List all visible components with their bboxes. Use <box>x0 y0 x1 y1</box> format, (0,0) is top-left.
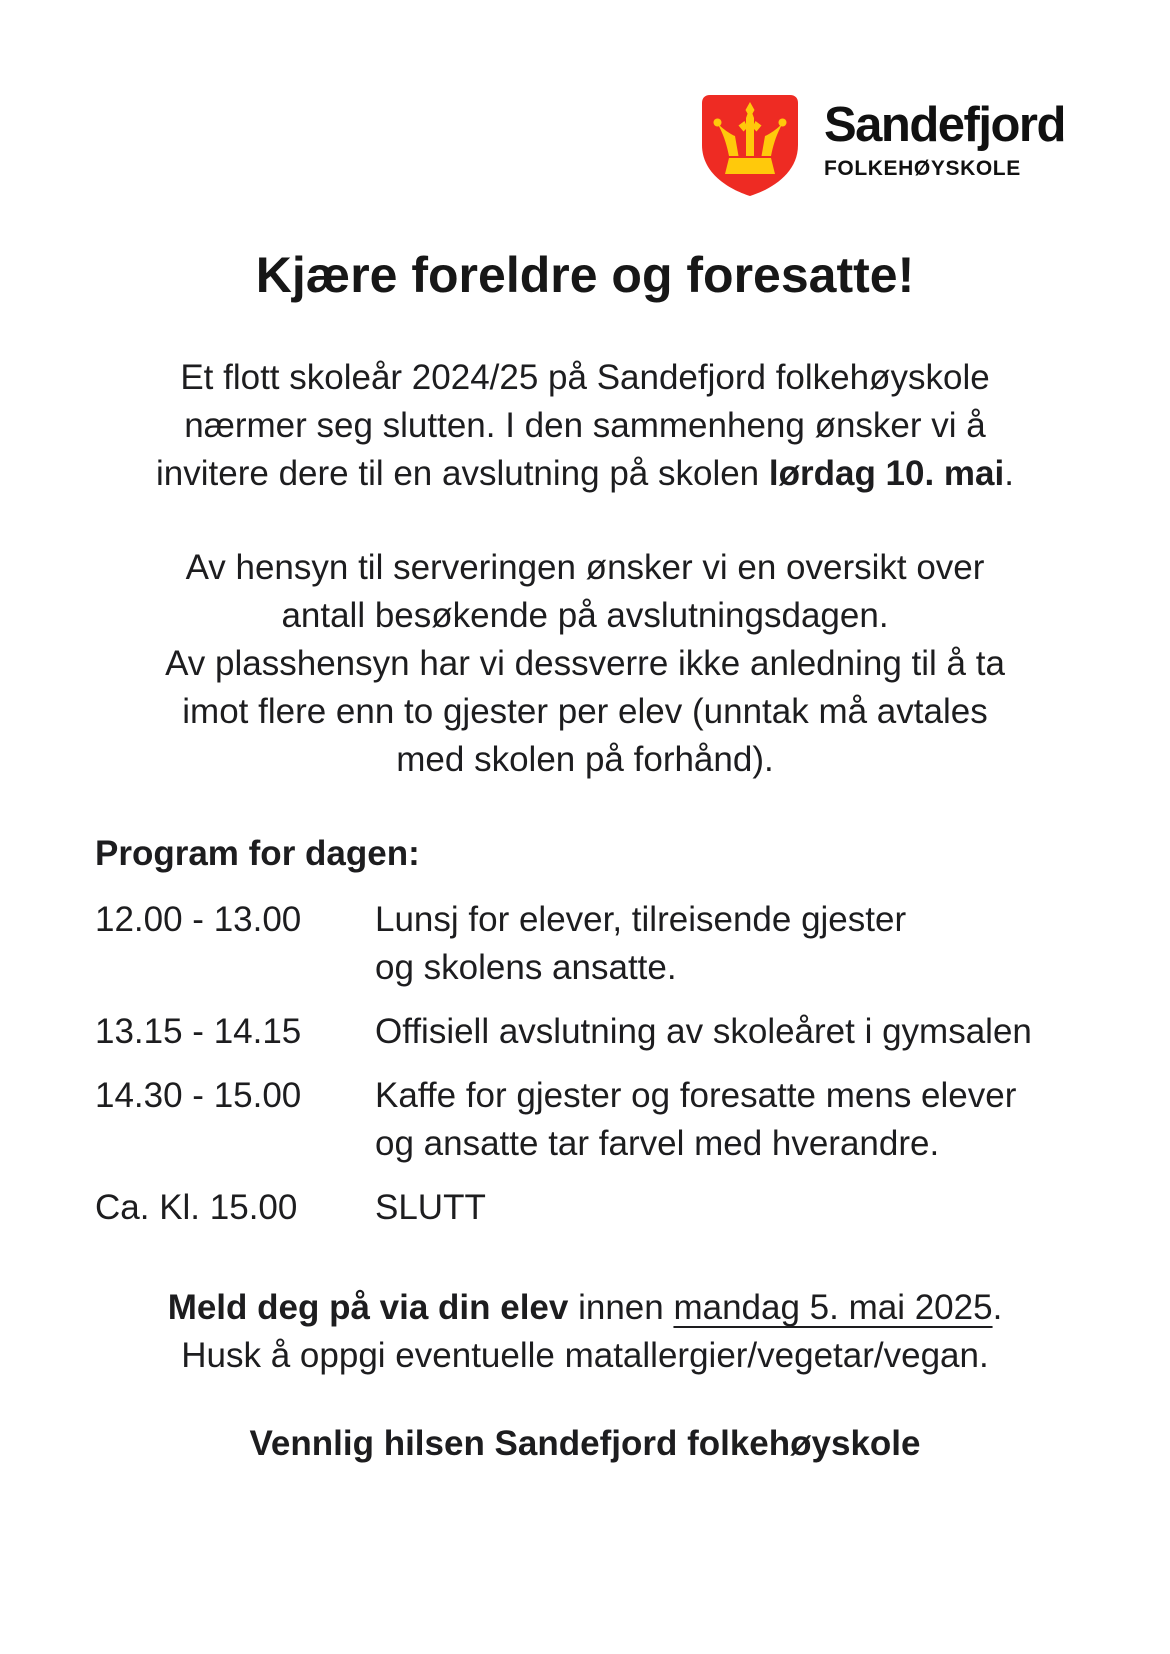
program-time: 14.30 - 15.00 <box>95 1076 302 1115</box>
program-description: Lunsj for elever, tilreisende gjester og skolens ansatte. <box>375 900 907 987</box>
intro-paragraph <box>0 354 1170 498</box>
program-row <box>95 1184 1110 1232</box>
school-logo <box>700 93 1065 197</box>
guest-info-line-5: med skolen på forhånd). <box>396 740 774 779</box>
signup-line-1: Meld deg på via din elev innen mandag 5. mai 2025. <box>167 1288 1003 1327</box>
program-description: Offisiell avslutning av skoleåret i gymsalen <box>375 1012 1032 1051</box>
program-schedule <box>95 896 1110 1232</box>
guest-info-line-1: Av hensyn til serveringen ønsker vi en oversikt over <box>185 548 985 587</box>
signup-deadline: mandag 5. mai 2025 <box>673 1288 993 1327</box>
program-row <box>95 1008 1110 1056</box>
program-row <box>95 896 1110 992</box>
signup-line-2: Husk å oppgi eventuelle matallergier/vegetar/vegan. <box>181 1336 989 1375</box>
program-heading: Program for dagen: <box>95 834 420 873</box>
logo-brand-name: Sandefjord <box>824 98 1065 152</box>
intro-line-3: invitere dere til en avslutning på skolen lørdag 10. mai. <box>156 454 1014 493</box>
school-crest-icon <box>700 93 800 197</box>
guest-info-line-2: antall besøkende på avslutningsdagen. <box>281 596 889 635</box>
program-description: Kaffe for gjester og foresatte mens elever og ansatte tar farvel med hverandre. <box>375 1076 1017 1163</box>
logo-wordmark <box>824 93 1065 181</box>
signup-instruction-bold: Meld deg på via din elev <box>167 1288 569 1327</box>
guest-info-line-4: imot flere enn to gjester per elev (unntak må avtales <box>182 692 988 731</box>
logo-subtitle: FOLKEHØYSKOLE <box>824 157 1021 180</box>
program-row <box>95 1072 1110 1168</box>
event-date-bold: lørdag 10. mai <box>768 454 1005 493</box>
program-time: Ca. Kl. 15.00 <box>95 1188 298 1227</box>
program-description: SLUTT <box>375 1188 486 1227</box>
program-time: 12.00 - 13.00 <box>95 900 302 939</box>
intro-line-1: Et flott skoleår 2024/25 på Sandefjord folkehøyskole <box>180 358 990 397</box>
closing-signature: Vennlig hilsen Sandefjord folkehøyskole <box>249 1424 921 1463</box>
intro-line-2: nærmer seg slutten. I den sammenheng ønsker vi å <box>184 406 986 445</box>
program-time: 13.15 - 14.15 <box>95 1012 302 1051</box>
guest-info-paragraph <box>0 544 1170 784</box>
guest-info-line-3: Av plasshensyn har vi dessverre ikke anledning til å ta <box>165 644 1005 683</box>
page-title: Kjære foreldre og foresatte! <box>255 247 915 303</box>
signup-paragraph <box>0 1284 1170 1380</box>
